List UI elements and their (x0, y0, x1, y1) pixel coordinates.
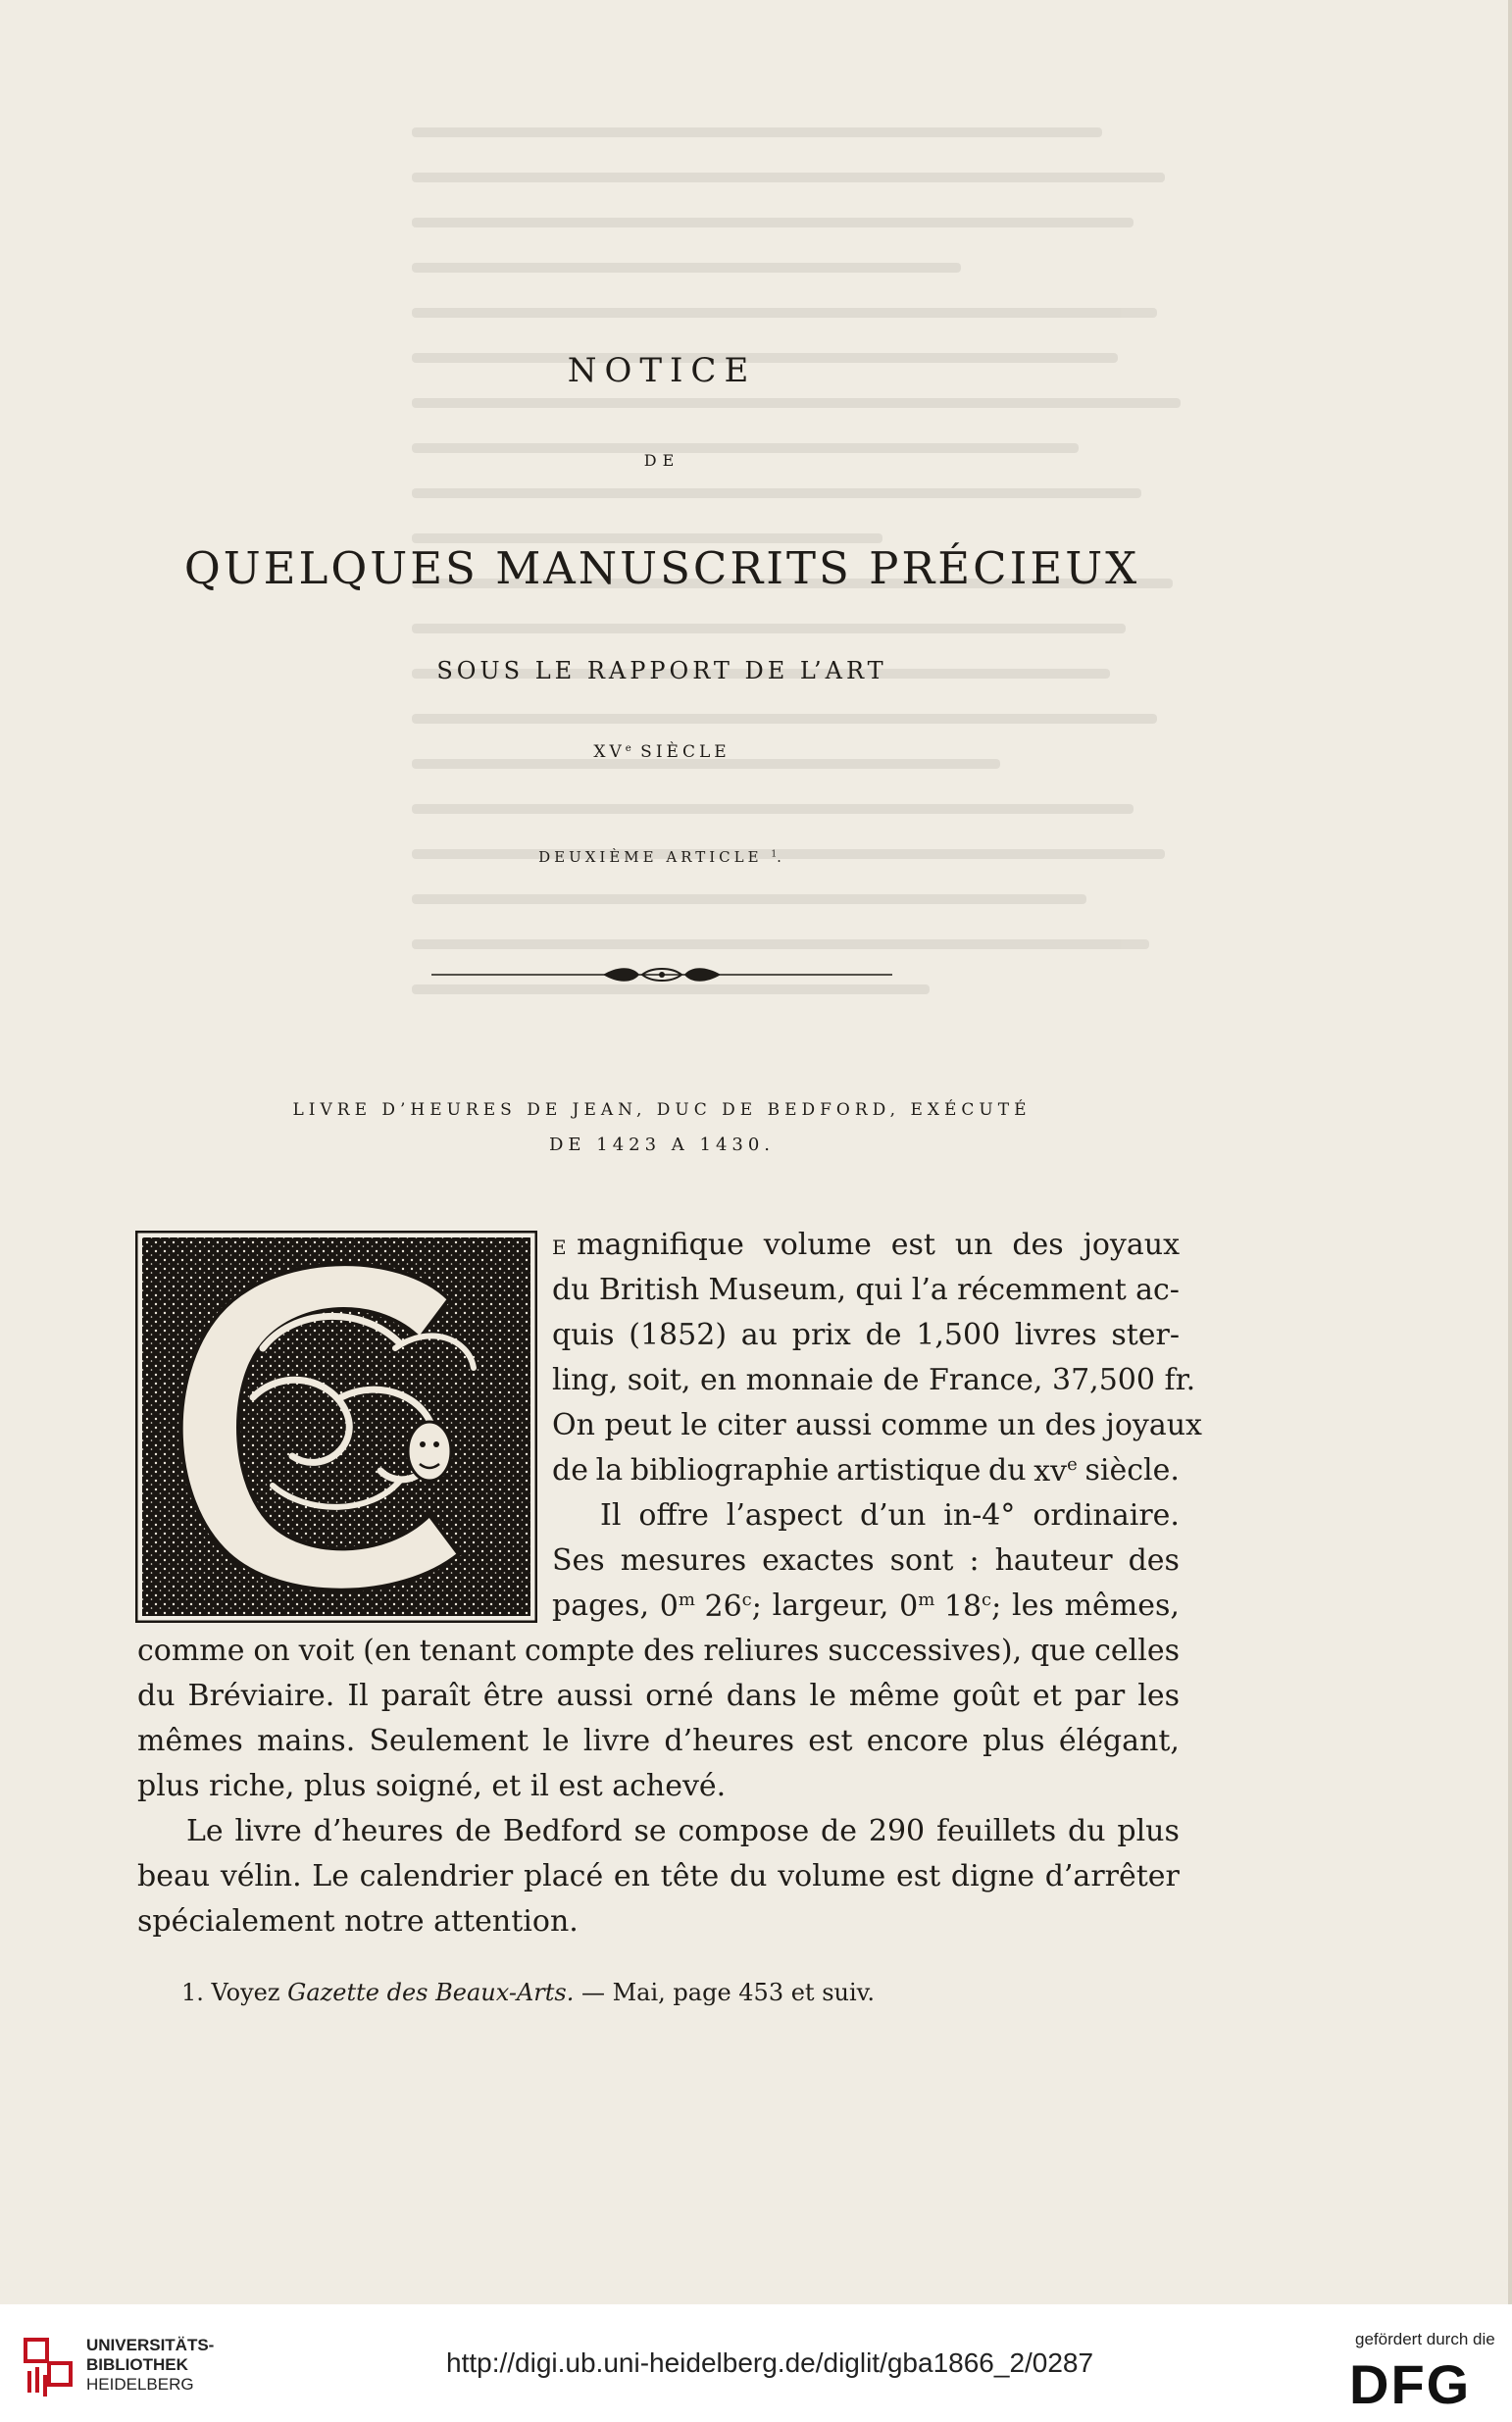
body-line: E magnifique volume est un des joyaux (552, 1228, 1180, 1262)
body-line: On peut le citer aussi comme un des joyaux (552, 1408, 1202, 1442)
library-logo-icon (18, 2332, 78, 2400)
body-line: quis (1852) au prix de 1,500 livres ster- (552, 1318, 1180, 1352)
ornamental-drop-cap-c-icon (135, 1231, 537, 1623)
section-heading-line-1: LIVRE D’HEURES DE JEAN, DUC DE BEDFORD, EXÉCUTÉ (292, 1100, 1032, 1120)
subtitle: SOUS LE RAPPORT DE L’ART (436, 657, 887, 684)
body-line: de la bibliographie artistique du $xv^e$ siècle. (552, 1453, 1180, 1489)
body-line: ling, soit, en monnaie de France, 37,500 fr. (552, 1363, 1196, 1397)
body-line: plus riche, plus soigné, et il est achevé. (137, 1769, 727, 1803)
body-line: Ses mesures exactes sont : hauteur des (552, 1543, 1180, 1578)
heading-notice: NOTICE (567, 351, 757, 390)
body-line: beau vélin. Le calendrier placé en tête du volume est digne d’arrêter (137, 1859, 1180, 1893)
dfg-logo: DFG (1349, 2353, 1472, 2415)
body-line: pages, 0$^m$ 26$^c$; largeur, 0$^m$ 18$^c$; les mêmes, (552, 1589, 1180, 1624)
body-line: spécialement notre attention. (137, 1904, 579, 1939)
page-permalink[interactable]: http://digi.ub.uni-heidelberg.de/diglit/gba1866_2/0287 (446, 2347, 1094, 2378)
funding-note: gefördert durch die (1355, 2330, 1495, 2348)
body-line: du Bréviaire. Il paraît être aussi orné dans le même goût et par les (137, 1679, 1180, 1713)
footnote: 1. Voyez Gazette des Beaux-Arts. — Mai, page 453 et suiv. (181, 1979, 875, 2006)
library-name: UNIVERSITÄTS- BIBLIOTHEK HEIDELBERG (86, 2336, 215, 2394)
section-heading-line-2: DE 1423 A 1430. (548, 1135, 776, 1155)
century-line: XVe SIÈCLE (593, 742, 731, 762)
heading-de: DE (643, 451, 680, 470)
footer-banner (0, 2304, 1512, 2422)
body-line: du British Museum, qui l’a récemment ac- (552, 1273, 1180, 1307)
body-line: comme on voit (en tenant compte des reliures successives), que celles (137, 1634, 1180, 1668)
page-title: QUELQUES MANUSCRITS PRÉCIEUX (183, 542, 1140, 594)
body-line: Le livre d’heures de Bedford se compose de 290 feuillets du plus (186, 1814, 1180, 1848)
article-number: DEUXIÈME ARTICLE $^1$. (538, 848, 785, 866)
body-line: Il offre l’aspect d’un in-4° ordinaire. (600, 1498, 1180, 1533)
ornamental-rule-icon (431, 963, 892, 986)
body-line: mêmes mains. Seulement le livre d’heures est encore plus élégant, (137, 1724, 1180, 1758)
